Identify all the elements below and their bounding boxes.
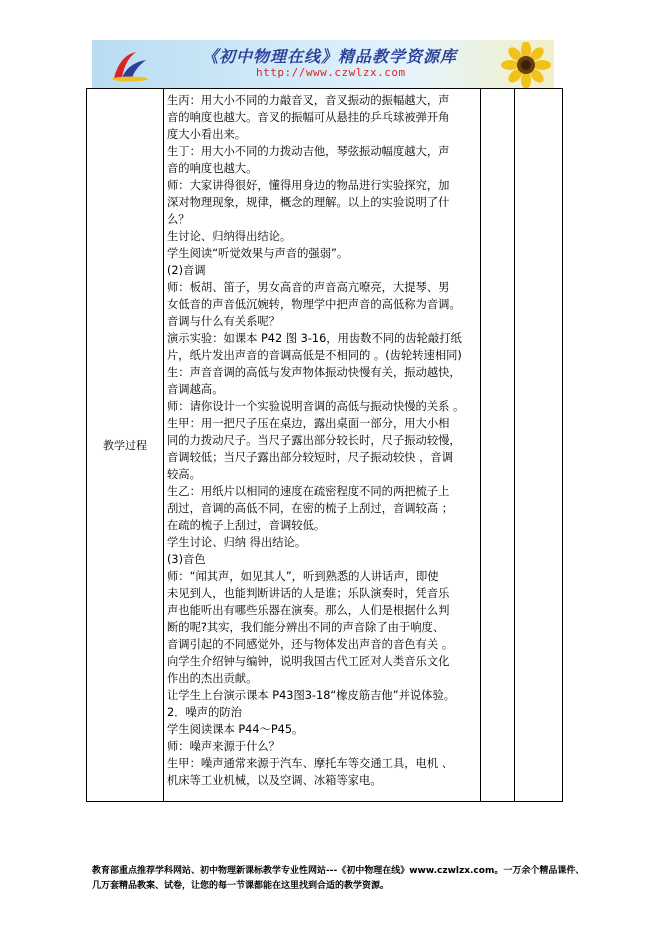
content-line: 度大小看出来。 xyxy=(167,128,247,141)
content-line: 在疏的梳子上刮过，音调较低。 xyxy=(167,519,326,532)
section-label-text: 教学过程 xyxy=(103,439,147,452)
content-line: 生甲：用一把尺子压在桌边，露出桌面一部分，用大小相 xyxy=(167,417,450,430)
content-line: 作出的杰出贡献。 xyxy=(167,672,258,685)
lesson-content xyxy=(167,92,477,789)
content-line: (2)音调 xyxy=(167,264,206,277)
content-line: 音的响度也越大。音叉的振幅可从悬挂的乒乓球被弹开角 xyxy=(167,111,450,124)
content-line: 生：声音音调的高低与发声物体振动快慢有关，振动越快， xyxy=(167,366,461,379)
content-line: 片，纸片发出声音的音调高低是不相同的 。(齿轮转速相同) xyxy=(167,349,462,362)
content-line: 音调与什么有关系呢？ xyxy=(167,315,280,328)
banner-url: http://www.czwlzx.com xyxy=(256,66,406,79)
content-line: 音调引起的不同感觉外，还与物体发出声音的音色有关 。 xyxy=(167,638,454,651)
content-line: 让学生上台演示课本 P43图3-18“橡皮筋吉他”并说体验。 xyxy=(167,689,456,702)
content-line: 音的响度也越大。 xyxy=(167,162,258,175)
content-line: 未见到人，也能判断讲话的人是谁；乐队演奏时，凭音乐 xyxy=(167,587,450,600)
banner-title: 《初中物理在线》精品教学资源库 xyxy=(202,47,458,66)
content-line: 较高。 xyxy=(167,468,201,481)
content-line: 生甲：噪声通常来源于汽车、摩托车等交通工具，电机 、 xyxy=(167,757,454,770)
content-line: 师：噪声来源于什么？ xyxy=(167,740,280,753)
content-line: 师：“闻其声，如见其人”，听到熟悉的人讲话声，即使 xyxy=(167,570,439,583)
content-line: 生乙：用纸片以相同的速度在疏密程度不同的两把梳子上 xyxy=(167,485,450,498)
content-line: 向学生介绍钟与编钟，说明我国古代工匠对人类音乐文化 xyxy=(167,655,450,668)
footer-line: 几万套精品教案、试卷，让您的每一节课都能在这里找到合适的教学资源。 xyxy=(92,881,390,891)
table-divider xyxy=(514,89,515,801)
content-line: 么？ xyxy=(167,213,190,226)
content-line: 生丙：用大小不同的力敲音叉，音叉振动的振幅越大，声 xyxy=(167,94,450,107)
content-line: 声也能听出有哪些乐器在演奏。那么，人们是根据什么判 xyxy=(167,604,450,617)
content-line: 演示实验：如课本 P42 图 3-16，用齿数不同的齿轮敲打纸 xyxy=(167,332,462,345)
content-line: (3)音色 xyxy=(167,553,206,566)
content-line: 音调较低；当尺子露出部分较短时，尺子振动较快 ，音调 xyxy=(167,451,454,464)
content-line: 深对物理现象，规律，概念的理解。以上的实验说明了什 xyxy=(167,196,450,209)
site-logo-icon xyxy=(110,48,150,82)
content-line: 学生阅读课本 P44～P45。 xyxy=(167,723,304,736)
content-line: 刮过，音调的高低不同，在密的梳子上刮过，音调较高 ； xyxy=(167,502,454,515)
page-footer xyxy=(92,864,592,894)
content-line: 断的呢?其实，我们能分辨出不同的声音除了由于响度、 xyxy=(167,621,445,634)
content-line: 2．噪声的防治 xyxy=(167,706,242,719)
content-line: 生丁：用大小不同的力拨动吉他，琴弦振动幅度越大，声 xyxy=(167,145,450,158)
content-line: 机床等工业机械，以及空调、冰箱等家电。 xyxy=(167,774,382,787)
header-banner xyxy=(92,40,554,88)
sunflower-icon xyxy=(494,42,552,88)
content-line: 同的力拨动尺子。当尺子露出部分较长时，尺子振动较慢， xyxy=(167,434,461,447)
content-line: 音调越高。 xyxy=(167,383,224,396)
content-line: 学生讨论、归纳 得出结论。 xyxy=(167,536,307,549)
table-divider xyxy=(163,89,164,801)
section-label xyxy=(87,89,163,801)
content-line: 师：大家讲得很好，懂得用身边的物品进行实验探究，加 xyxy=(167,179,450,192)
content-line: 女低音的声音低沉婉转，物理学中把声音的高低称为音调。 xyxy=(167,298,461,311)
footer-line: 教育部重点推荐学科网站、初中物理新课标教学专业性网站---《初中物理在线》www.czwlzx.com。一万余个精品课件、 xyxy=(92,866,585,876)
content-line: 师：请你设计一个实验说明音调的高低与振动快慢的关系 。 xyxy=(167,400,465,413)
content-line: 生讨论、归纳得出结论。 xyxy=(167,230,292,243)
table-divider xyxy=(480,89,481,801)
content-line: 师：板胡、笛子，男女高音的声音高亢嘹亮，大提琴、男 xyxy=(167,281,450,294)
lesson-table xyxy=(86,88,563,802)
content-line: 学生阅读“听觉效果与声音的强弱”。 xyxy=(167,247,349,260)
